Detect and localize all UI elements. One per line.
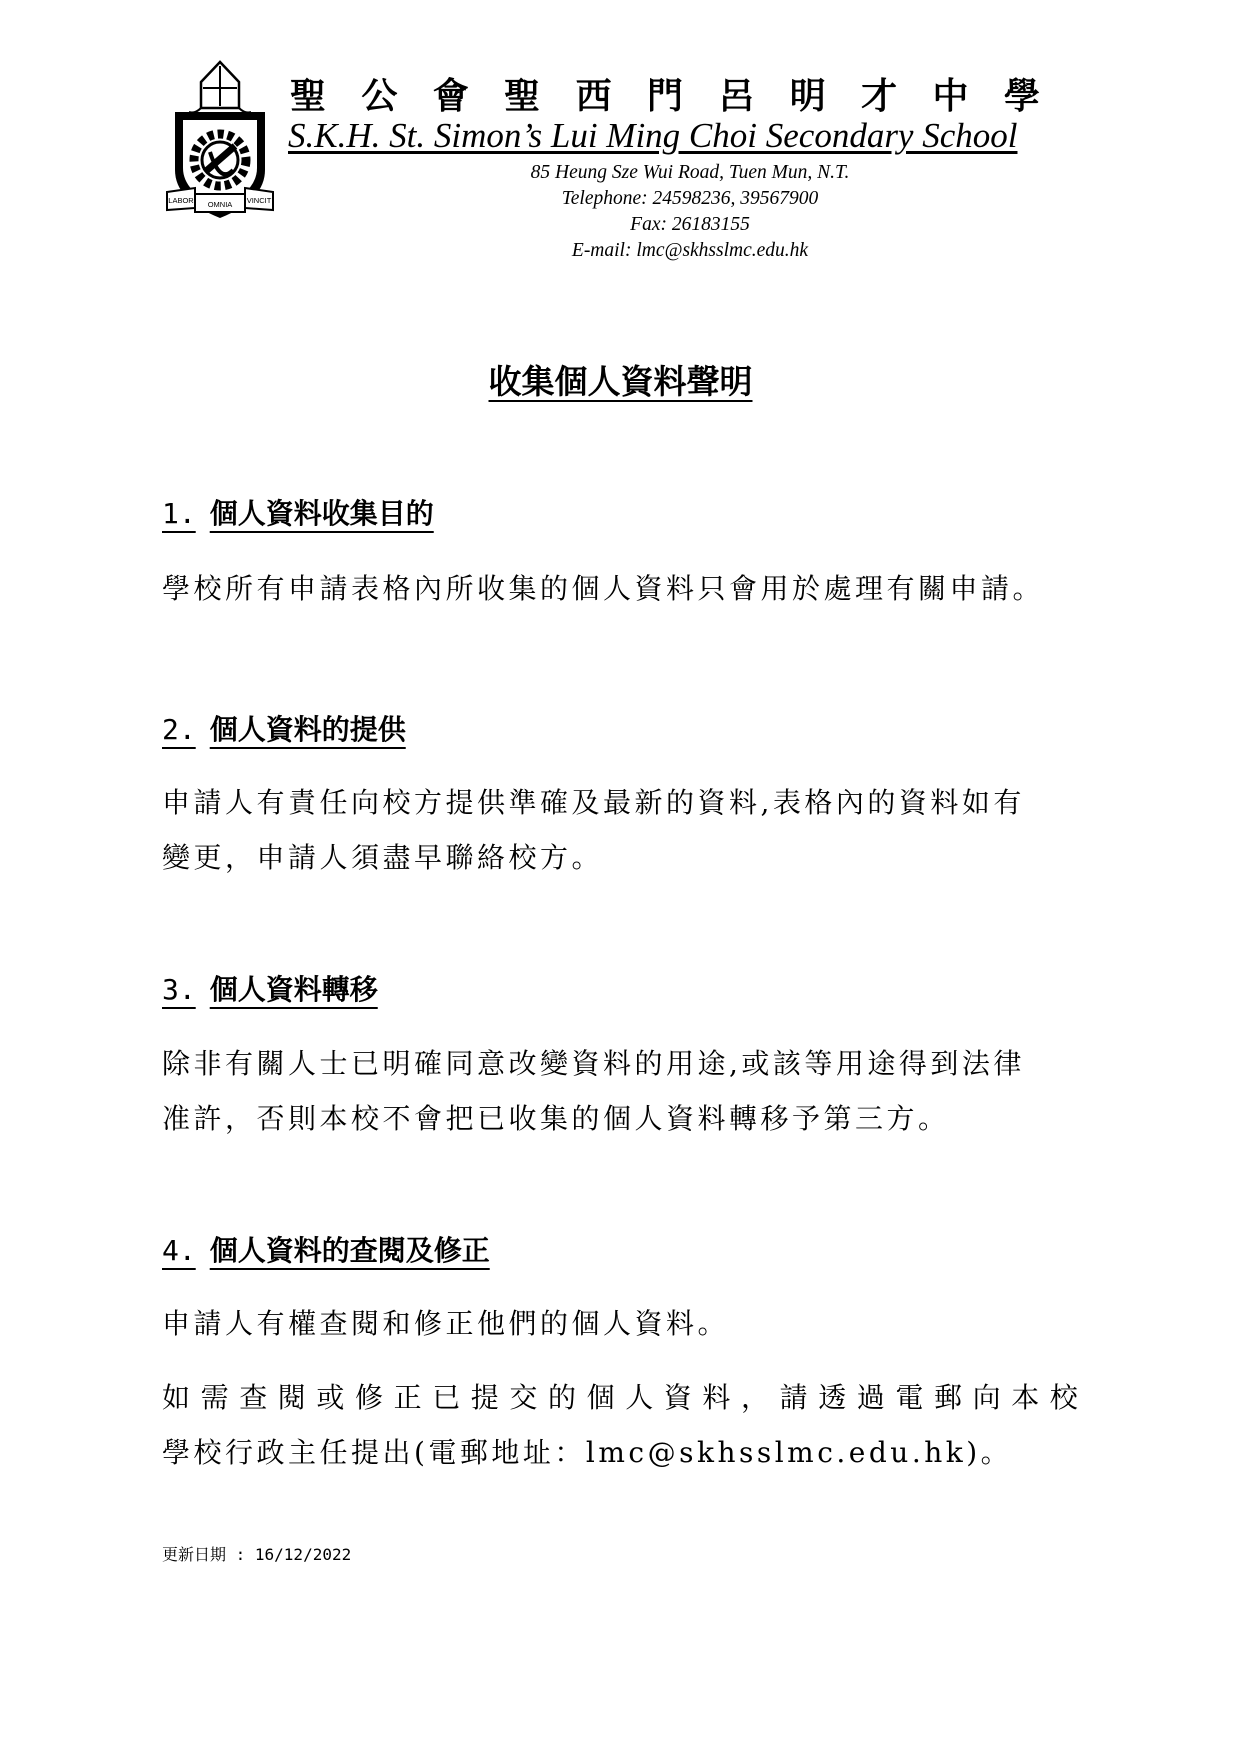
- section-4-paragraph-1: [162, 1296, 1082, 1351]
- school-name-char: 會: [432, 76, 469, 117]
- school-name-char: 公: [361, 76, 398, 117]
- section-2-paragraph: [162, 775, 1082, 885]
- school-name-char: 才: [861, 76, 898, 117]
- paragraph-line: 除非有關人士已明確同意改變資料的用途,或該等用途得到法律: [162, 1047, 1025, 1080]
- paragraph-line: 申請人有責任向校方提供準確及最新的資料,表格內的資料如有: [162, 786, 1025, 819]
- email: E-mail: lmc@skhsslmc.edu.hk: [571, 240, 809, 261]
- address: 85 Heung Sze Wui Road, Tuen Mun, N.T.: [530, 162, 850, 183]
- school-name-char: 門: [646, 76, 683, 117]
- school-name-char: 中: [932, 76, 969, 117]
- section-number: 4.: [162, 1234, 196, 1267]
- school-name-english: S.K.H. St. Simon’s Lui Ming Choi Secondary School: [288, 116, 1018, 155]
- section-heading-text: 個人資料收集目的: [209, 497, 434, 530]
- section-1-heading: [162, 492, 434, 532]
- section-1-paragraph: [162, 561, 1082, 616]
- section-number: 3.: [162, 973, 196, 1006]
- section-number: 2.: [162, 713, 196, 746]
- paragraph-line: 學校行政主任提出(電郵地址：lmc@skhsslmc.edu.hk)。: [162, 1436, 1013, 1469]
- school-name-char: 呂: [718, 76, 755, 117]
- school-name-char: 西: [575, 76, 612, 117]
- section-number: 1.: [162, 497, 196, 530]
- paragraph-line: 變更，申請人須盡早聯絡校方。: [162, 841, 604, 874]
- paragraph-line: 如需查閱或修正已提交的個人資料，請透過電郵向本校: [162, 1381, 1089, 1414]
- section-4-heading: [162, 1229, 490, 1269]
- school-name-char: 聖: [290, 76, 327, 117]
- paragraph-line: 准許，否則本校不會把已收集的個人資料轉移予第三方。: [162, 1102, 950, 1135]
- section-heading-text: 個人資料的提供: [209, 713, 406, 746]
- section-4-paragraph-2: [162, 1370, 1089, 1480]
- paragraph-line: 申請人有權查閱和修正他們的個人資料。: [162, 1307, 730, 1340]
- crest-motto-1: LABOR: [168, 196, 194, 205]
- section-3-heading: [162, 968, 378, 1008]
- school-name-chinese: [290, 68, 1040, 119]
- update-date: 更新日期 : 16/12/2022: [162, 1545, 352, 1564]
- section-3-paragraph: [162, 1036, 1082, 1146]
- section-heading-text: 個人資料的查閱及修正: [209, 1234, 490, 1267]
- paragraph-line: 學校所有申請表格內所收集的個人資料只會用於處理有關申請。: [162, 572, 1045, 605]
- crest-motto-3: VINCIT: [246, 196, 272, 205]
- section-2-heading: [162, 708, 406, 748]
- crest-motto-2: OMNIA: [207, 200, 233, 209]
- school-crest-icon: [165, 60, 275, 230]
- telephone: Telephone: 24598236, 39567900: [561, 188, 819, 209]
- letterhead: [0, 0, 1241, 270]
- school-name-char: 聖: [504, 76, 541, 117]
- school-name-char: 明: [789, 76, 826, 117]
- document-title: [0, 356, 1241, 403]
- document-title-text: 收集個人資料聲明: [488, 362, 753, 401]
- contact-block: [430, 160, 950, 264]
- school-name-char: 學: [1003, 76, 1040, 117]
- section-heading-text: 個人資料轉移: [209, 973, 378, 1006]
- fax: Fax: 26183155: [630, 214, 750, 235]
